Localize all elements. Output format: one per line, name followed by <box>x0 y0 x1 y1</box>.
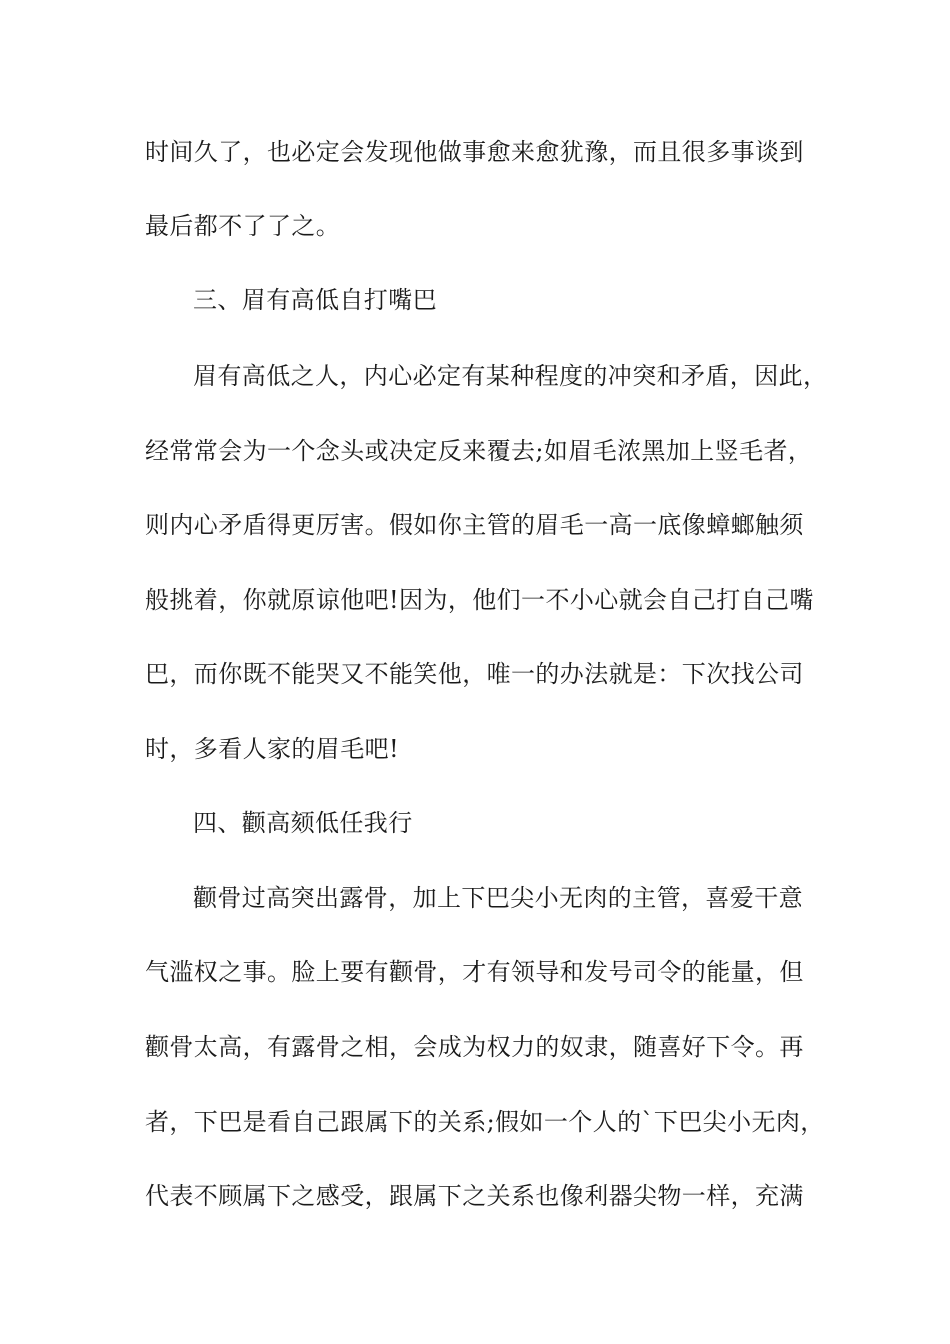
paragraph-line: 颧骨太高，有露骨之相，会成为权力的奴隶，随喜好下令。再 <box>145 1033 804 1061</box>
paragraph-line: 时间久了，也必定会发现他做事愈来愈犹豫，而且很多事谈到 <box>145 138 804 166</box>
section-heading: 四、颧高颏低任我行 <box>193 809 413 837</box>
section-heading: 三、眉有高低自打嘴巴 <box>193 286 437 314</box>
paragraph-line: 巴，而你既不能哭又不能笑他，唯一的办法就是：下次找公司 <box>145 660 804 688</box>
paragraph-line: 颧骨过高突出露骨，加上下巴尖小无肉的主管，喜爱干意 <box>193 884 803 912</box>
paragraph-line: 气滥权之事。脸上要有颧骨，才有领导和发号司令的能量，但 <box>145 958 804 986</box>
paragraph-line: 眉有高低之人，内心必定有某种程度的冲突和矛盾，因此， <box>193 362 828 390</box>
paragraph-line: 经常常会为一个念头或决定反来覆去;如眉毛浓黑加上竖毛者， <box>145 437 813 465</box>
paragraph-line: 则内心矛盾得更厉害。假如你主管的眉毛一高一底像蟑螂触须 <box>145 511 804 539</box>
paragraph-line: 般挑着，你就原谅他吧!因为，他们一不小心就会自己打自己嘴 <box>145 586 814 614</box>
paragraph-line: 者，下巴是看自己跟属下的关系;假如一个人的`下巴尖小无肉， <box>145 1108 825 1136</box>
paragraph-line: 代表不顾属下之感受，跟属下之关系也像利器尖物一样，充满 <box>145 1182 804 1210</box>
paragraph-line: 时，多看人家的眉毛吧! <box>145 735 400 763</box>
paragraph-line: 最后都不了了之。 <box>145 212 341 240</box>
